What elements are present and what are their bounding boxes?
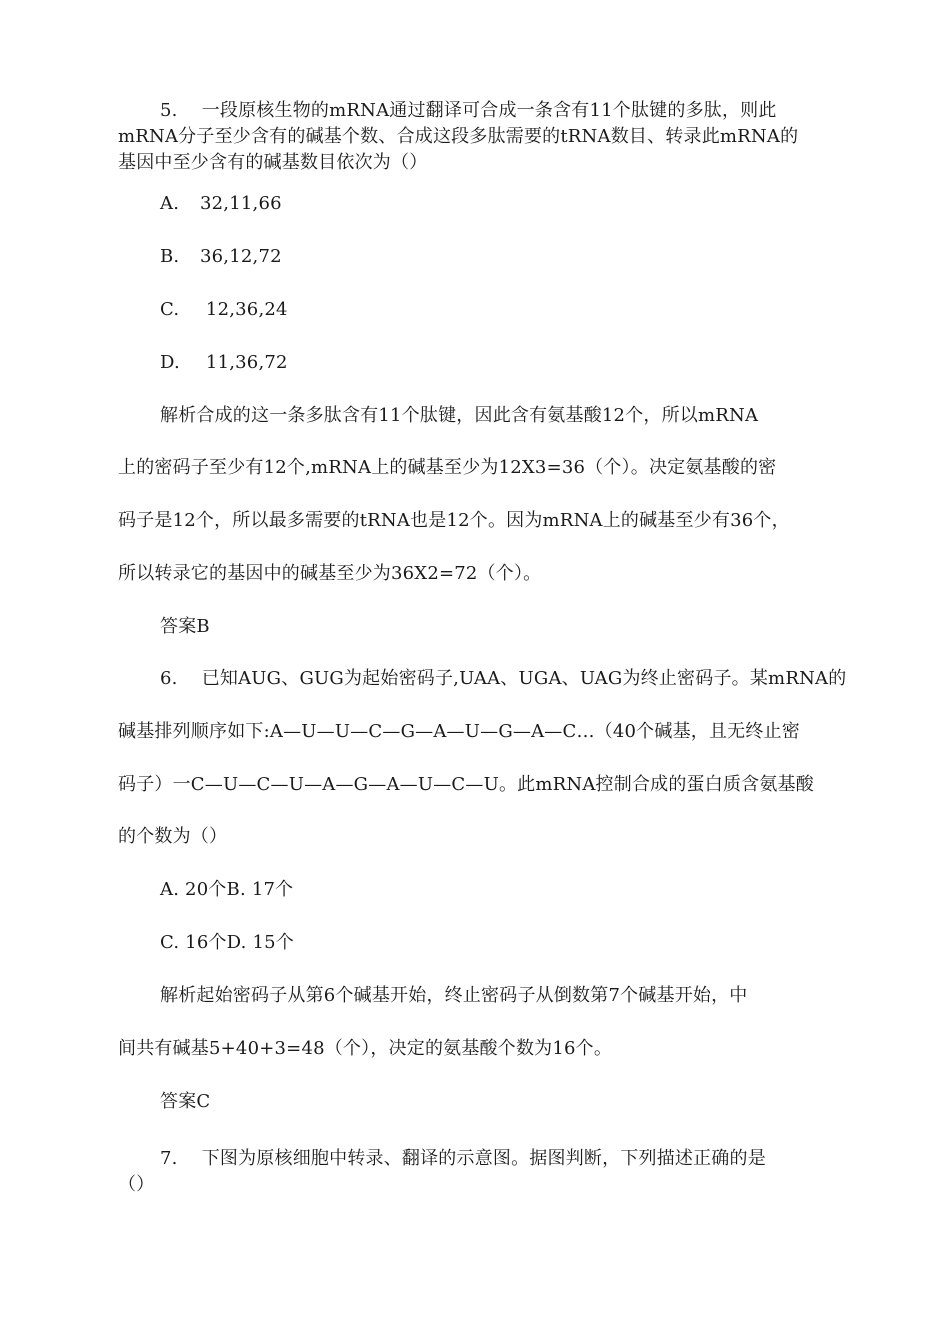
q5-option-b <box>160 244 282 270</box>
q5-option-b-label: B. <box>160 246 180 267</box>
q6-stem-line1: 6. 已知AUG、GUG为起始密码子,UAA、UGA、UAG为终止密码子。某mRNA的 <box>160 668 847 689</box>
q6-stem-line4: 的个数为（） <box>118 826 228 847</box>
q5-analysis-line1: 解析合成的这一条多肽含有11个肽键，因此含有氨基酸12个，所以mRNA <box>160 405 759 426</box>
q5-option-b-text: 36,12,72 <box>200 246 282 267</box>
q5-option-d-text: 11,36,72 <box>200 352 288 373</box>
q5-option-c <box>160 297 288 323</box>
q6-stem-line2: 碱基排列顺序如下:A—U—U—C—G—A—U—G—A—C…（40个碱基，且无终止密 <box>118 721 800 742</box>
q5-option-a <box>160 191 282 217</box>
q6-analysis-line2: 间共有碱基5+40+3=48（个），决定的氨基酸个数为16个。 <box>118 1038 613 1059</box>
q6-options-line2: C. 16个D. 15个 <box>160 932 295 953</box>
q5-analysis-line4: 所以转录它的基因中的碱基至少为36X2=72（个）。 <box>118 563 542 584</box>
q6-stem-line3: 码子）一C—U—C—U—A—G—A—U—C—U。此mRNA控制合成的蛋白质含氨基酸 <box>118 774 814 795</box>
q5-answer: 答案B <box>160 616 210 637</box>
q5-stem-line3: 基因中至少含有的碱基数目依次为（） <box>118 152 428 173</box>
q6-answer: 答案C <box>160 1091 211 1112</box>
q5-option-c-text: 12,36,24 <box>200 299 288 320</box>
q5-analysis-line2: 上的密码子至少有12个,mRNA上的碱基至少为12X3=36（个）。决定氨基酸的密 <box>118 457 777 478</box>
q5-option-a-text: 32,11,66 <box>200 193 282 214</box>
q5-stem-line2: mRNA分子至少含有的碱基个数、合成这段多肽需要的tRNA数目、转录此mRNA的 <box>118 126 799 147</box>
q5-option-a-label: A. <box>160 193 180 214</box>
q5-stem-line1: 5. 一段原核生物的mRNA通过翻译可合成一条含有11个肽键的多肽，则此 <box>160 100 777 121</box>
q5-option-d <box>160 350 288 376</box>
q5-option-c-label: C. <box>160 299 180 320</box>
q6-analysis-line1: 解析起始密码子从第6个碱基开始，终止密码子从倒数第7个碱基开始，中 <box>160 985 748 1006</box>
q6-options-line1: A. 20个B. 17个 <box>160 879 294 900</box>
q7-stem-line1: 7. 下图为原核细胞中转录、翻译的示意图。据图判断，下列描述正确的是 <box>160 1148 766 1169</box>
q7-stem-line2: （） <box>118 1174 155 1195</box>
q5-option-d-label: D. <box>160 352 180 373</box>
q5-analysis-line3: 码子是12个，所以最多需要的tRNA也是12个。因为mRNA上的碱基至少有36个， <box>118 510 790 531</box>
